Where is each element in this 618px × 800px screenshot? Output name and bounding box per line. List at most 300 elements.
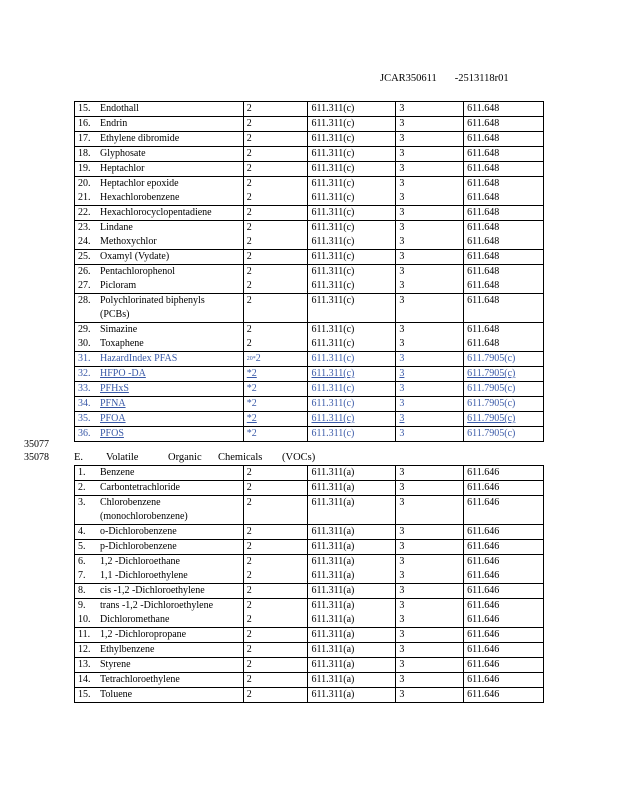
section-ref-cell xyxy=(464,162,544,177)
value-cell xyxy=(396,352,464,367)
value-cell xyxy=(243,555,308,584)
value-cell xyxy=(243,427,308,442)
section-ref-cell xyxy=(308,294,396,323)
section-ref-cell xyxy=(308,540,396,555)
item-number: 26. xyxy=(78,266,91,277)
item-number: 32. xyxy=(78,368,91,379)
section-ref: 611.646 xyxy=(467,644,500,655)
section-ref-cell xyxy=(308,177,396,206)
value: 3 xyxy=(399,178,405,189)
item-number: 25. xyxy=(78,251,91,262)
contaminant-name: Hexachlorobenzene xyxy=(100,192,180,203)
section-ref-cell xyxy=(464,147,544,162)
section-ref-cell xyxy=(308,628,396,643)
section-ref-cell xyxy=(464,555,544,584)
value: 3 xyxy=(399,207,405,218)
value: *2 xyxy=(246,368,257,379)
value-cell xyxy=(396,412,464,427)
value: 2 xyxy=(246,148,252,159)
section-ref-cell xyxy=(464,584,544,599)
value-cell xyxy=(396,162,464,177)
table-row xyxy=(75,117,544,132)
section-ref: 611.311(c) xyxy=(311,324,355,335)
contaminant-name: Picloram xyxy=(100,280,137,291)
value-cell xyxy=(396,540,464,555)
table-row xyxy=(75,265,544,294)
value-cell xyxy=(396,102,464,117)
section-ref: 611.311(a) xyxy=(311,689,355,700)
section-ref-cell xyxy=(308,688,396,703)
section-ref: 611.311(c) xyxy=(311,207,355,218)
section-ref-cell xyxy=(464,117,544,132)
section-ref: 611.311(a) xyxy=(311,614,355,625)
section-ref: 611.311(c) xyxy=(311,133,355,144)
document-revision: -2513118r01 xyxy=(454,73,509,84)
contaminant-cell xyxy=(75,412,244,427)
section-ref: 611.648 xyxy=(467,207,500,218)
value: 2 xyxy=(246,207,252,218)
value: 3 xyxy=(399,266,405,277)
value-cell xyxy=(243,658,308,673)
value: 3 xyxy=(399,280,405,291)
value-cell xyxy=(243,584,308,599)
section-ref: 611.311(a) xyxy=(311,482,355,493)
section-ref: 611.646 xyxy=(467,600,500,611)
item-number: 4. xyxy=(78,526,86,537)
value-cell xyxy=(243,525,308,540)
contaminant-cell xyxy=(75,584,244,599)
section-ref: 611.646 xyxy=(467,541,500,552)
section-ref: 611.311(c) xyxy=(311,368,355,379)
section-title-word: Volatile xyxy=(106,452,139,463)
contaminant-cell xyxy=(75,265,244,294)
value-cell xyxy=(396,250,464,265)
contaminant-name: Ethylene dibromide xyxy=(100,133,180,144)
contaminant-name: Dichloromethane xyxy=(100,614,170,625)
section-ref: 611.646 xyxy=(467,497,500,508)
value-cell xyxy=(396,117,464,132)
contaminant-name: o-Dichlorobenzene xyxy=(100,526,177,537)
section-ref-cell xyxy=(308,673,396,688)
section-ref: 611.311(a) xyxy=(311,585,355,596)
contaminant-name: HazardIndex PFAS xyxy=(100,353,178,364)
section-ref-cell xyxy=(308,643,396,658)
item-number: 10. xyxy=(78,614,91,625)
contaminant-name: Toluene xyxy=(100,689,133,700)
contaminant-name: Endrin xyxy=(100,118,128,129)
value: 3 xyxy=(399,398,405,409)
item-number: 33. xyxy=(78,383,91,394)
section-ref-cell xyxy=(308,162,396,177)
contaminant-name: Heptachlor xyxy=(100,163,145,174)
section-ref: 611.646 xyxy=(467,526,500,537)
section-ref: 611.646 xyxy=(467,674,500,685)
value-cell xyxy=(396,673,464,688)
value-cell xyxy=(243,481,308,496)
section-ref-cell xyxy=(464,323,544,352)
section-ref-cell xyxy=(464,496,544,525)
contaminant-name: trans -1,2 -Dichloroethylene xyxy=(100,600,214,611)
section-ref: 611.648 xyxy=(467,133,500,144)
table-row xyxy=(75,250,544,265)
section-ref-cell xyxy=(464,177,544,206)
section-ref-cell xyxy=(464,294,544,323)
value: 3 xyxy=(399,614,405,625)
section-ref: 611.646 xyxy=(467,585,500,596)
value: 3 xyxy=(399,526,405,537)
value-cell xyxy=(243,496,308,525)
table-row xyxy=(75,382,544,397)
contaminant-cell xyxy=(75,177,244,206)
value: 3 xyxy=(399,482,405,493)
section-ref-cell xyxy=(308,323,396,352)
table-row xyxy=(75,466,544,481)
value-cell xyxy=(396,427,464,442)
contaminant-name: PFNA xyxy=(100,398,126,409)
section-ref: 611.311(c) xyxy=(311,251,355,262)
section-ref: 611.311(a) xyxy=(311,600,355,611)
section-ref-cell xyxy=(464,206,544,221)
section-letter: E. xyxy=(74,452,84,463)
value: 2 xyxy=(246,526,252,537)
document-code: JCAR350611 xyxy=(380,73,437,84)
value: 2 xyxy=(246,674,252,685)
section-ref: 611.311(c) xyxy=(311,428,355,439)
contaminant-cell xyxy=(75,555,244,584)
contaminant-name: Hexachlorocyclopentadiene xyxy=(100,207,212,218)
contaminant-name: Chlorobenzene xyxy=(100,497,161,508)
value: 3 xyxy=(399,192,405,203)
contaminant-cell xyxy=(75,525,244,540)
contaminant-cell xyxy=(75,132,244,147)
section-ref: 611.648 xyxy=(467,148,500,159)
item-number: 15. xyxy=(78,689,91,700)
section-ref: 611.311(c) xyxy=(311,295,355,306)
value: 3 xyxy=(399,383,405,394)
value-cell xyxy=(396,466,464,481)
table-row xyxy=(75,599,544,628)
section-ref: 611.311(c) xyxy=(311,383,355,394)
item-number: 3. xyxy=(78,497,86,508)
section-ref-cell xyxy=(308,466,396,481)
table-row xyxy=(75,555,544,584)
section-ref: 611.311(c) xyxy=(311,192,355,203)
section-ref: 611.7905(c) xyxy=(467,383,516,394)
item-number: 34. xyxy=(78,398,91,409)
value: 3 xyxy=(399,133,405,144)
value-cell xyxy=(243,221,308,250)
section-ref: 611.646 xyxy=(467,614,500,625)
value: 2 xyxy=(246,600,252,611)
contaminant-name: Oxamyl (Vydate) xyxy=(100,251,170,262)
contaminant-name: PFOS xyxy=(100,428,124,439)
item-number: 12. xyxy=(78,644,91,655)
footnote-marker: 20* xyxy=(246,356,256,362)
table-row xyxy=(75,525,544,540)
contaminant-name: Styrene xyxy=(100,659,131,670)
contaminant-name: Tetrachloroethylene xyxy=(100,674,180,685)
value: 2 xyxy=(246,118,252,129)
table-row xyxy=(75,147,544,162)
value-cell xyxy=(243,382,308,397)
contaminant-name: 1,2 -Dichloroethane xyxy=(100,556,180,567)
item-number: 13. xyxy=(78,659,91,670)
value: 3 xyxy=(399,324,405,335)
section-ref: 611.311(c) xyxy=(311,338,355,349)
value-cell xyxy=(243,367,308,382)
section-ref-cell xyxy=(308,206,396,221)
section-ref: 611.7905(c) xyxy=(467,398,516,409)
section-ref: 611.648 xyxy=(467,163,500,174)
section-ref: 611.311(c) xyxy=(311,178,355,189)
value-cell xyxy=(243,412,308,427)
value: 3 xyxy=(399,413,405,424)
section-ref-cell xyxy=(308,496,396,525)
value: 3 xyxy=(399,222,405,233)
table-row xyxy=(75,102,544,117)
value-cell xyxy=(243,643,308,658)
value: 3 xyxy=(399,629,405,640)
section-ref: 611.311(c) xyxy=(311,103,355,114)
section-ref: 611.311(c) xyxy=(311,353,355,364)
contaminant-name: Polychlorinated biphenyls xyxy=(100,295,205,306)
section-ref-cell xyxy=(308,555,396,584)
contaminant-cell xyxy=(75,147,244,162)
section-ref-cell xyxy=(464,427,544,442)
section-ref-cell xyxy=(464,132,544,147)
contaminant-cell xyxy=(75,481,244,496)
table-row xyxy=(75,427,544,442)
value: *2 xyxy=(246,383,257,394)
contaminants-table-voc xyxy=(74,465,544,703)
contaminant-name: HFPO -DA xyxy=(100,368,146,379)
item-number: 35. xyxy=(78,413,91,424)
value: 2 xyxy=(246,614,252,625)
section-ref-cell xyxy=(308,352,396,367)
table-row xyxy=(75,177,544,206)
contaminant-cell xyxy=(75,658,244,673)
table-row xyxy=(75,673,544,688)
value-cell xyxy=(396,555,464,584)
value: 3 xyxy=(399,659,405,670)
section-ref-cell xyxy=(464,412,544,427)
value-cell xyxy=(243,162,308,177)
item-number: 21. xyxy=(78,192,91,203)
section-ref: 611.646 xyxy=(467,482,500,493)
item-number: 5. xyxy=(78,541,86,552)
value: 2 xyxy=(246,163,252,174)
value: 2 xyxy=(246,236,252,247)
table-row xyxy=(75,206,544,221)
value-cell xyxy=(396,367,464,382)
value: 2 xyxy=(246,497,252,508)
table-row xyxy=(75,540,544,555)
contaminant-cell xyxy=(75,367,244,382)
value-cell xyxy=(243,102,308,117)
section-ref: 611.311(c) xyxy=(311,266,355,277)
contaminant-cell xyxy=(75,628,244,643)
value-cell xyxy=(396,481,464,496)
item-number: 6. xyxy=(78,556,86,567)
section-ref-cell xyxy=(308,658,396,673)
value-cell xyxy=(243,599,308,628)
section-ref: 611.648 xyxy=(467,178,500,189)
item-number: 9. xyxy=(78,600,86,611)
item-number: 20. xyxy=(78,178,91,189)
value: 2 xyxy=(246,659,252,670)
contaminant-name: 1,1 -Dichloroethylene xyxy=(100,570,188,581)
section-ref: 611.311(c) xyxy=(311,118,355,129)
item-number: 7. xyxy=(78,570,86,581)
item-number: 31. xyxy=(78,353,91,364)
contaminant-cell xyxy=(75,206,244,221)
value: 3 xyxy=(399,674,405,685)
value: 3 xyxy=(399,338,405,349)
table-row xyxy=(75,221,544,250)
section-ref-cell xyxy=(308,147,396,162)
item-number: 11. xyxy=(78,629,91,640)
section-ref: 611.7905(c) xyxy=(467,368,516,379)
section-ref-cell xyxy=(308,250,396,265)
value-cell xyxy=(243,673,308,688)
value: 3 xyxy=(399,236,405,247)
value: 3 xyxy=(399,585,405,596)
value-cell xyxy=(396,382,464,397)
value-cell xyxy=(396,206,464,221)
section-ref-cell xyxy=(464,265,544,294)
section-ref: 611.648 xyxy=(467,236,500,247)
section-title-word: (VOCs) xyxy=(282,452,316,463)
contaminant-name: (PCBs) xyxy=(100,309,130,320)
contaminants-table-1 xyxy=(74,101,544,442)
table-row xyxy=(75,688,544,703)
value: 3 xyxy=(399,353,405,364)
contaminant-cell xyxy=(75,352,244,367)
contaminant-cell xyxy=(75,427,244,442)
table-row xyxy=(75,584,544,599)
section-ref-cell xyxy=(464,352,544,367)
section-ref: 611.646 xyxy=(467,570,500,581)
value-cell xyxy=(396,525,464,540)
section-ref-cell xyxy=(308,412,396,427)
item-number: 8. xyxy=(78,585,86,596)
item-number: 2. xyxy=(78,482,86,493)
section-ref: 611.311(a) xyxy=(311,556,355,567)
value: 3 xyxy=(399,295,405,306)
item-number: 30. xyxy=(78,338,91,349)
section-ref: 611.311(c) xyxy=(311,236,355,247)
section-ref-cell xyxy=(464,673,544,688)
section-ref: 611.311(c) xyxy=(311,413,355,424)
section-ref: 611.311(a) xyxy=(311,467,355,478)
section-ref-cell xyxy=(464,525,544,540)
value-cell xyxy=(243,147,308,162)
value-cell xyxy=(396,221,464,250)
section-ref: 611.648 xyxy=(467,280,500,291)
value: *2 xyxy=(246,413,257,424)
value: 3 xyxy=(399,600,405,611)
contaminant-name: Carbontetrachloride xyxy=(100,482,180,493)
section-ref-cell xyxy=(308,599,396,628)
section-ref: 611.646 xyxy=(467,556,500,567)
item-number: 23. xyxy=(78,222,91,233)
table-row xyxy=(75,162,544,177)
section-ref: 611.311(c) xyxy=(311,398,355,409)
value-cell xyxy=(396,688,464,703)
section-ref-cell xyxy=(308,427,396,442)
contaminant-name: cis -1,2 -Dichloroethylene xyxy=(100,585,205,596)
value: 3 xyxy=(399,497,405,508)
section-ref: 611.311(c) xyxy=(311,280,355,291)
section-ref-cell xyxy=(464,481,544,496)
item-number: 15. xyxy=(78,103,91,114)
value: 2 xyxy=(246,556,252,567)
value: *2 xyxy=(246,398,257,409)
section-ref: 611.7905(c) xyxy=(467,413,516,424)
contaminant-cell xyxy=(75,382,244,397)
value: 2 xyxy=(246,324,252,335)
item-number: 28. xyxy=(78,295,91,306)
document-header xyxy=(380,73,509,85)
value-cell xyxy=(396,628,464,643)
contaminant-cell xyxy=(75,673,244,688)
contaminant-name: 1,2 -Dichloropropane xyxy=(100,629,187,640)
value-cell xyxy=(396,323,464,352)
contaminant-name: Heptachlor epoxide xyxy=(100,178,179,189)
section-ref-cell xyxy=(464,250,544,265)
section-ref-cell xyxy=(464,397,544,412)
value: 2 xyxy=(246,338,252,349)
section-ref: 611.311(c) xyxy=(311,222,355,233)
section-ref: 611.648 xyxy=(467,266,500,277)
section-ref: 611.311(a) xyxy=(311,526,355,537)
contaminant-name: p-Dichlorobenzene xyxy=(100,541,177,552)
table-row xyxy=(75,367,544,382)
item-number: 22. xyxy=(78,207,91,218)
value-cell xyxy=(243,132,308,147)
section-ref-cell xyxy=(308,382,396,397)
contaminant-name: Benzene xyxy=(100,467,135,478)
value: 2 xyxy=(246,280,252,291)
section-ref: 611.311(a) xyxy=(311,659,355,670)
value: 3 xyxy=(399,428,405,439)
section-ref: 611.648 xyxy=(467,222,500,233)
section-ref: 611.646 xyxy=(467,629,500,640)
contaminant-cell xyxy=(75,688,244,703)
value: 3 xyxy=(399,118,405,129)
section-ref: 611.648 xyxy=(467,295,500,306)
table-row xyxy=(75,323,544,352)
section-ref: 611.646 xyxy=(467,659,500,670)
section-ref: 611.648 xyxy=(467,324,500,335)
section-ref-cell xyxy=(464,367,544,382)
section-ref-cell xyxy=(308,481,396,496)
value: 2 xyxy=(246,295,252,306)
value-cell xyxy=(396,599,464,628)
value: 2 xyxy=(246,585,252,596)
section-ref: 611.311(a) xyxy=(311,629,355,640)
section-ref: 611.646 xyxy=(467,467,500,478)
section-ref-cell xyxy=(308,102,396,117)
value-cell xyxy=(396,643,464,658)
item-number: 27. xyxy=(78,280,91,291)
section-ref-cell xyxy=(464,466,544,481)
value-cell xyxy=(396,147,464,162)
value: 2 xyxy=(246,467,252,478)
contaminant-name: Simazine xyxy=(100,324,138,335)
section-ref: 611.7905(c) xyxy=(467,428,516,439)
item-number: 19. xyxy=(78,163,91,174)
